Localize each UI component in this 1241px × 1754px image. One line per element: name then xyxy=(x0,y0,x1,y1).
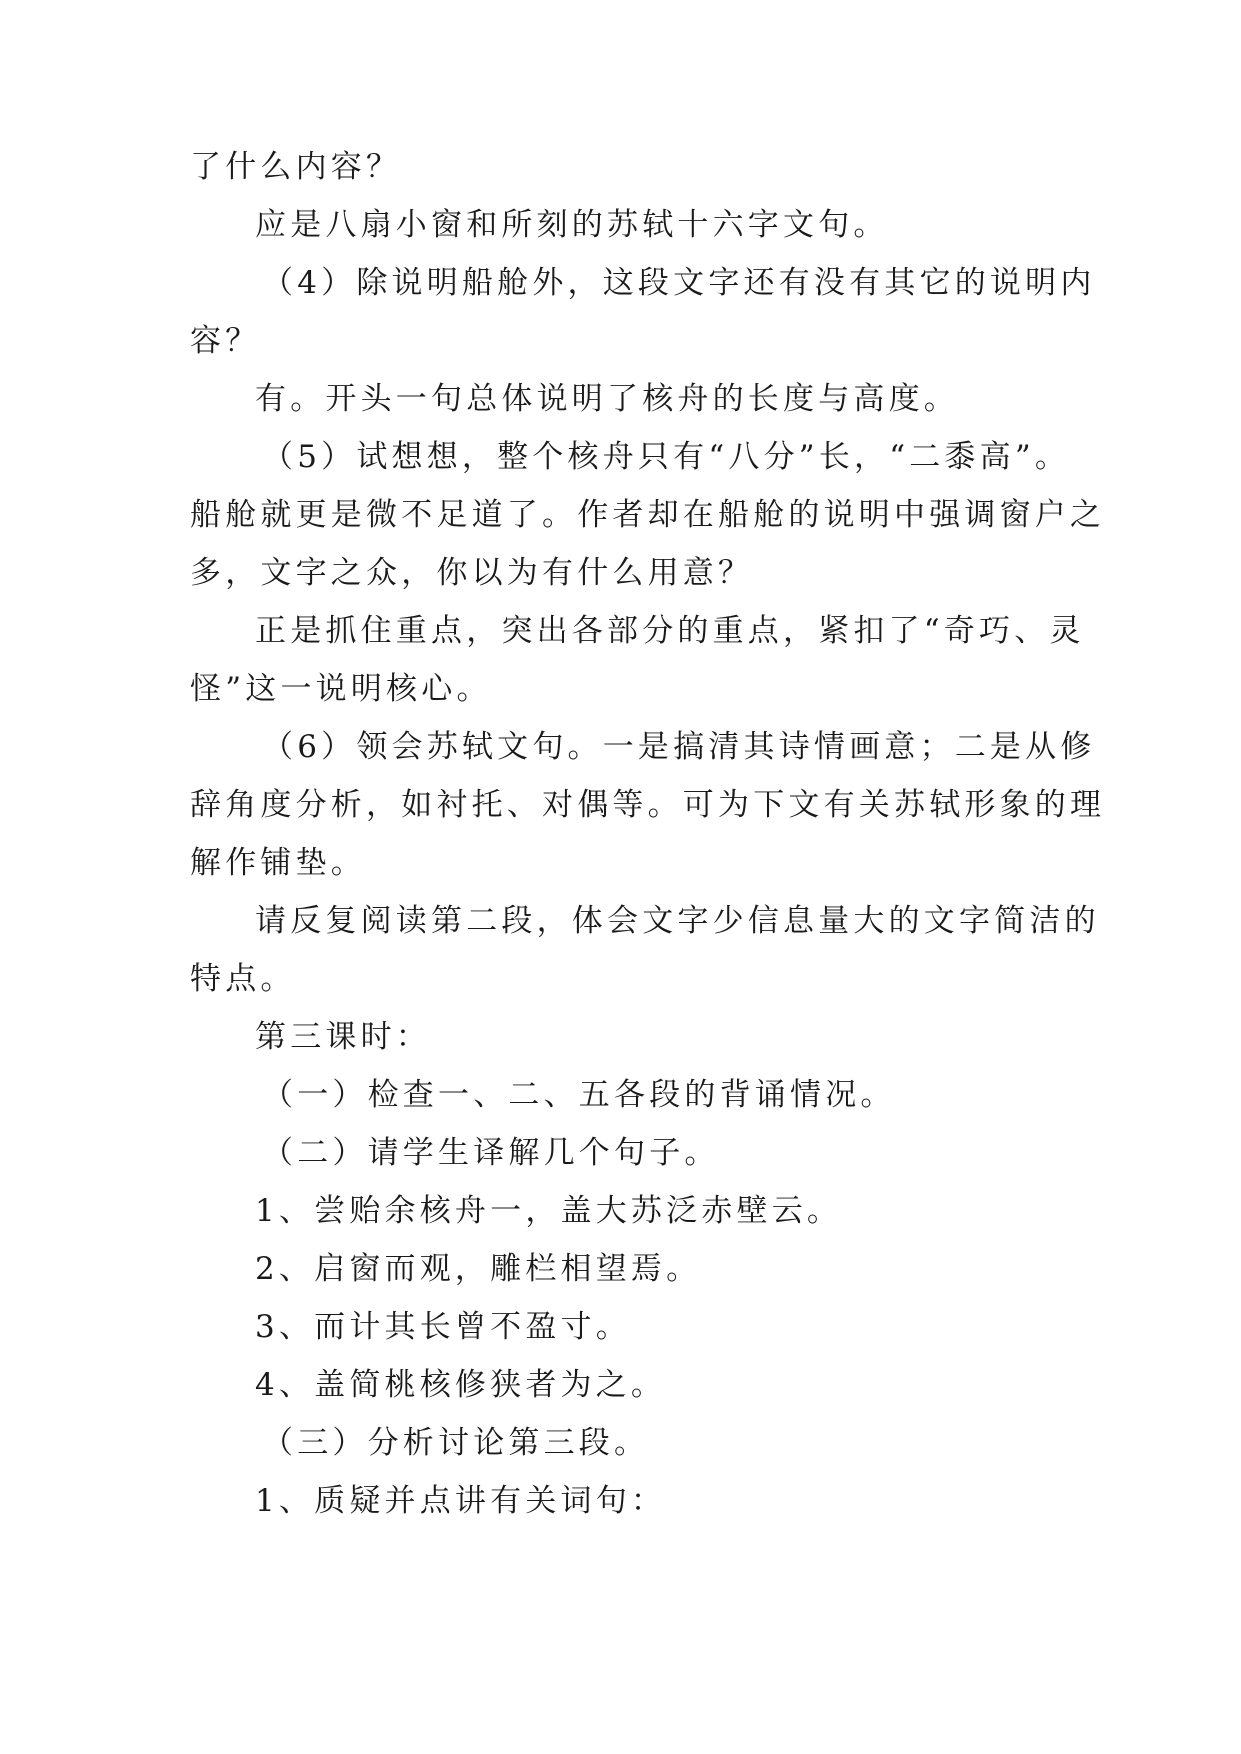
text-line: （5）试想想，整个核舟只有“八分”长，“二黍高”。 xyxy=(262,439,1071,475)
list-item: 1、质疑并点讲有关词句： xyxy=(255,1483,667,1519)
text-line: 有。开头一句总体说明了核舟的长度与高度。 xyxy=(255,381,959,417)
list-item: 2、启窗而观，雕栏相望焉。 xyxy=(255,1251,702,1287)
section-heading: 第三课时： xyxy=(255,1019,431,1055)
text-line: （6）领会苏轼文句。一是搞清其诗情画意；二是从修 xyxy=(262,729,1096,765)
text-line: 特点。 xyxy=(190,961,296,997)
text-line: 应是八扇小窗和所刻的苏轼十六字文句。 xyxy=(255,207,889,243)
text-line: 解作铺垫。 xyxy=(190,845,366,881)
text-line: 正是抓住重点，突出各部分的重点，紧扣了“奇巧、灵 xyxy=(255,613,1085,649)
list-item: 1、尝贻余核舟一，盖大苏泛赤壁云。 xyxy=(255,1193,843,1229)
text-line: （一）检查一、二、五各段的背诵情况。 xyxy=(262,1077,896,1113)
text-line: 辞角度分析，如衬托、对偶等。可为下文有关苏轼形象的理 xyxy=(190,787,1106,823)
text-line: （三）分析讨论第三段。 xyxy=(262,1425,650,1461)
text-line: （二）请学生译解几个句子。 xyxy=(262,1135,720,1171)
text-line: （4）除说明船舱外，这段文字还有没有其它的说明内 xyxy=(262,265,1096,301)
text-line: 了什么内容？ xyxy=(190,149,402,185)
text-line: 请反复阅读第二段，体会文字少信息量大的文字简洁的 xyxy=(255,903,1100,939)
text-line: 容？ xyxy=(190,323,261,359)
list-item: 3、而计其长曾不盈寸。 xyxy=(255,1309,631,1345)
list-item: 4、盖简桃核修狭者为之。 xyxy=(255,1367,667,1403)
text-line: 多，文字之众，你以为有什么用意？ xyxy=(190,555,754,591)
text-line: 怪”这一说明核心。 xyxy=(190,671,492,707)
text-line: 船舱就更是微不足道了。作者却在船舱的说明中强调窗户之 xyxy=(190,497,1106,533)
